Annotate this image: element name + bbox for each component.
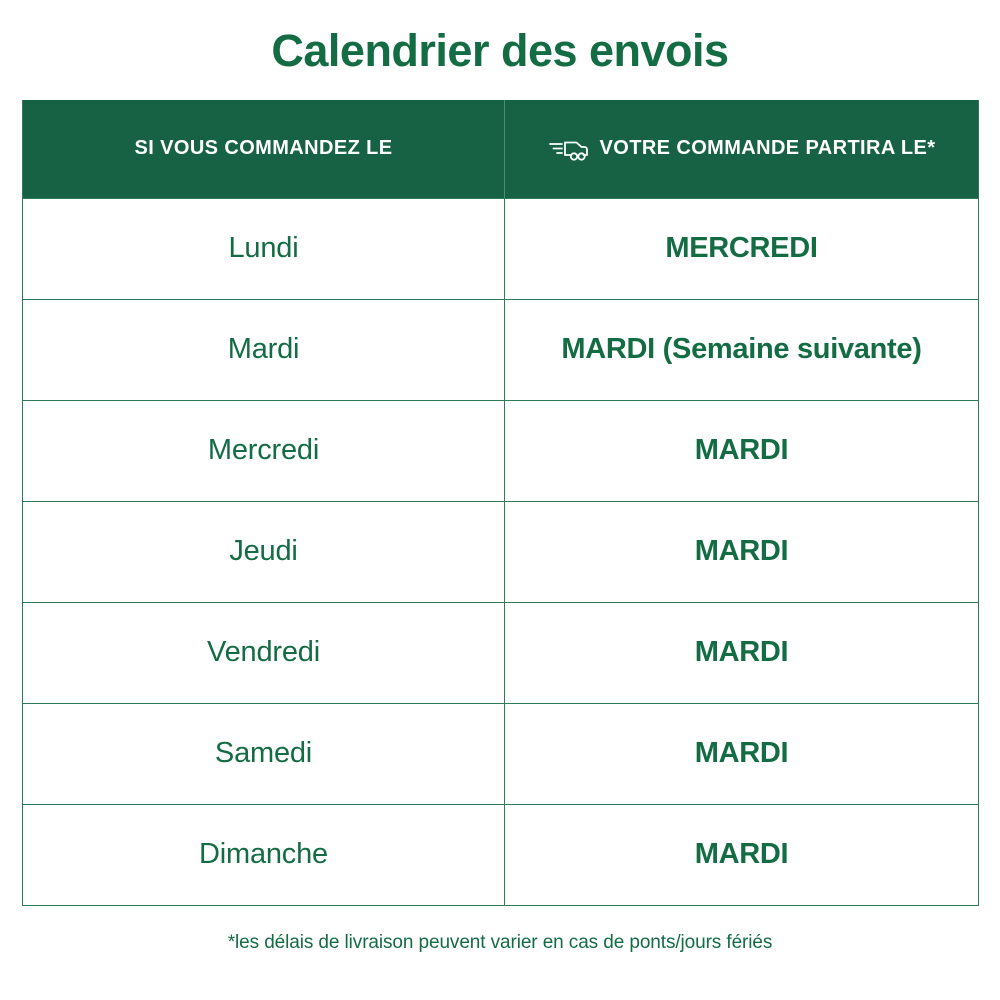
order-day-label: Jeudi bbox=[229, 535, 298, 567]
order-day-cell bbox=[23, 704, 506, 804]
table-row bbox=[23, 299, 978, 400]
order-day-cell bbox=[23, 502, 506, 602]
order-day-cell bbox=[23, 401, 506, 501]
footnote: *les délais de livraison peuvent varier en cas de ponts/jours fériés bbox=[227, 931, 773, 953]
table-row bbox=[23, 198, 978, 299]
ship-day-label: MARDI bbox=[694, 535, 789, 567]
column-header-order-day-label: SI VOUS COMMANDEZ LE bbox=[134, 137, 393, 159]
order-day-label: Lundi bbox=[228, 232, 299, 264]
order-day-cell bbox=[23, 603, 506, 703]
table-row bbox=[23, 804, 978, 905]
order-day-label: Samedi bbox=[214, 737, 313, 769]
ship-day-cell bbox=[505, 704, 977, 804]
column-header-order-day bbox=[23, 100, 506, 198]
ship-day-label: MERCREDI bbox=[665, 232, 818, 264]
ship-day-cell bbox=[505, 603, 977, 703]
shipping-calendar-table bbox=[22, 100, 979, 906]
ship-day-cell bbox=[505, 502, 977, 602]
delivery-truck-icon bbox=[548, 136, 590, 162]
order-day-label: Dimanche bbox=[199, 838, 328, 870]
ship-day-label: MARDI (Semaine suivante) bbox=[561, 333, 922, 365]
ship-day-label: MARDI bbox=[694, 838, 789, 870]
column-header-ship-day bbox=[505, 100, 977, 198]
table-row bbox=[23, 400, 978, 501]
order-day-label: Vendredi bbox=[207, 636, 320, 668]
order-day-label: Mercredi bbox=[207, 434, 320, 466]
ship-day-cell bbox=[505, 300, 977, 400]
table-row bbox=[23, 703, 978, 804]
column-header-ship-day-label: VOTRE COMMANDE PARTIRA LE* bbox=[599, 137, 936, 159]
order-day-cell bbox=[23, 199, 506, 299]
order-day-cell bbox=[23, 805, 506, 905]
ship-day-label: MARDI bbox=[694, 737, 789, 769]
page-title: Calendrier des envois bbox=[271, 25, 729, 76]
table-row bbox=[23, 501, 978, 602]
order-day-label: Mardi bbox=[227, 333, 300, 365]
ship-day-label: MARDI bbox=[694, 434, 789, 466]
ship-day-cell bbox=[505, 199, 977, 299]
ship-day-cell bbox=[505, 401, 977, 501]
ship-day-label: MARDI bbox=[694, 636, 789, 668]
order-day-cell bbox=[23, 300, 506, 400]
table-row bbox=[23, 602, 978, 703]
ship-day-cell bbox=[505, 805, 977, 905]
table-header-row bbox=[23, 100, 978, 198]
